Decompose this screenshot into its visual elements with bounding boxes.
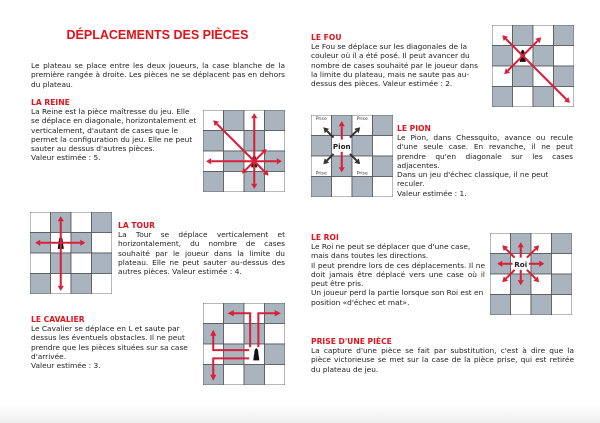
board-square [224,365,245,386]
roi-section [311,233,485,307]
board-square [244,365,265,386]
pion-board [311,115,393,197]
board-square [265,365,286,386]
prise-label: Prise [315,117,327,123]
board-square [203,172,224,193]
board-square [554,66,575,87]
board-square [490,295,511,316]
board-square [352,136,373,157]
board-square [373,177,394,198]
board-square [244,324,265,345]
pion-value: Valeur estimée : 1. [397,188,467,198]
board-square [513,66,534,87]
board-square [554,25,575,46]
board-square [513,87,534,108]
board-square [92,253,113,274]
cavalier-section [31,315,197,370]
board-square [332,177,353,198]
board-square [492,46,513,67]
cavalier-heading: LE CAVALIER [31,315,85,324]
cavalier-value: Valeur estimée : 3. [31,361,101,371]
pion-body: Le Pion, dans Chessquito, avance ou recule d'une seule case. En revanche, il ne peut prendre qu'en diagonale sur les cases adjacentes. [397,133,573,170]
board-square [533,87,554,108]
board-square [492,87,513,108]
page-title: DÉPLACEMENTS DES PIÈCES [66,28,249,42]
board-square [203,131,224,152]
board-square [265,324,286,345]
board-square [92,212,113,233]
pion-heading: LE PION [397,124,431,133]
reine-value: Valeur estimée : 5. [31,153,101,163]
fou-body: Le Fou se déplace sur les diagonales de la couleur où il a été posé. Il peut avancer du nombre de cases souhaité par le joueur dans la limite du plateau, mais ne saute pas au-dessus des pièces. Valeur estimée : 2. [311,42,478,89]
board-square [552,295,573,316]
board-square [224,172,245,193]
pion-label: Pion [332,141,351,151]
roi-body-2: Il peut prendre lors de ces déplacements. Il ne doit jamais être déplacé vers une case où il peut être pris. [311,260,485,289]
prise-label: Prise [356,171,368,177]
prise-body: La capture d'une pièce se fait par substitution, c'est à dire que la pièce victorieuse se met sur la case de la pièce prise, qui est retirée du plateau de jeu. [311,346,574,374]
board-square [531,295,552,316]
tour-section [118,221,285,276]
roi-board [490,233,572,315]
board-square [552,254,573,275]
board-square [224,110,245,131]
tour-board [30,212,112,294]
board-square [513,25,534,46]
board-square [92,274,113,295]
prise-label: Prise [356,117,368,123]
roi-heading: LE ROI [311,233,339,242]
board-square [92,233,113,254]
reine-board [203,110,285,192]
board-squares [30,212,112,294]
prise-section [311,337,574,374]
tour-body: La Tour se déplace verticalement et horizontalement, du nombre de cases souhaité par le joueur dans la limite du plateau. Elle ne peut sauter au-dessus des autres pièces. Valeur estimée : 4. [118,230,285,277]
intro-text: Le plateau se place entre les deux joueurs, la case blanche de la première rangée à droite. Les pièces ne se déplacent pas en dehors du plateau. [31,61,285,89]
roi-body-3: Un joueur perd la partie lorsque son Roi est en position «d'échec et mat». [311,288,484,307]
fou-board [492,25,574,107]
cavalier-board [203,303,285,385]
board-square [552,233,573,254]
board-square [71,274,92,295]
board-square [71,212,92,233]
board-square [71,253,92,274]
board-square [265,131,286,152]
board-square [30,274,51,295]
fou-heading: LE FOU [311,33,342,42]
board-square [311,136,332,157]
board-square [554,46,575,67]
prise-label: Prise [315,171,327,177]
board-square [30,212,51,233]
prise-heading: PRISE D'UNE PIÈCE [311,337,392,346]
board-square [265,110,286,131]
board-square [352,177,373,198]
board-square [552,274,573,295]
board-square [224,344,245,365]
tour-heading: LA TOUR [118,221,156,230]
board-square [511,295,532,316]
roi-label: Roi [514,259,528,269]
pion-section [397,124,573,198]
fou-section [311,33,485,88]
cavalier-body: Le Cavalier se déplace en L et saute par dessus les éventuels obstacles. Il ne peut prendre que les pièces situées sur sa case d'arrivée. [31,324,188,361]
board-square [30,253,51,274]
board-square [533,46,554,67]
board-square [373,136,394,157]
pion-body-2: Dans un jeu d'échec classique, il ne peut reculer. [397,170,549,189]
page-bottom-edge [0,405,600,423]
board-square [373,115,394,136]
board-square [265,344,286,365]
roi-body: Le Roi ne peut se déplacer que d'une case, mais dans toutes les directions. [311,242,471,261]
reine-heading: LA REINE [31,98,70,107]
reine-body: La Reine est la pièce maîtresse du jeu. Elle se déplace en diagonale, horizontalement et verticalement, d'autant de cases que le permet la configuration du jeu. Elle ne peut sauter au dessus d'autres pièces. [31,107,197,154]
board-squares [203,303,285,385]
board-square [203,303,224,324]
board-square [311,177,332,198]
board-square [373,156,394,177]
board-square [224,324,245,345]
reine-section [31,98,199,163]
